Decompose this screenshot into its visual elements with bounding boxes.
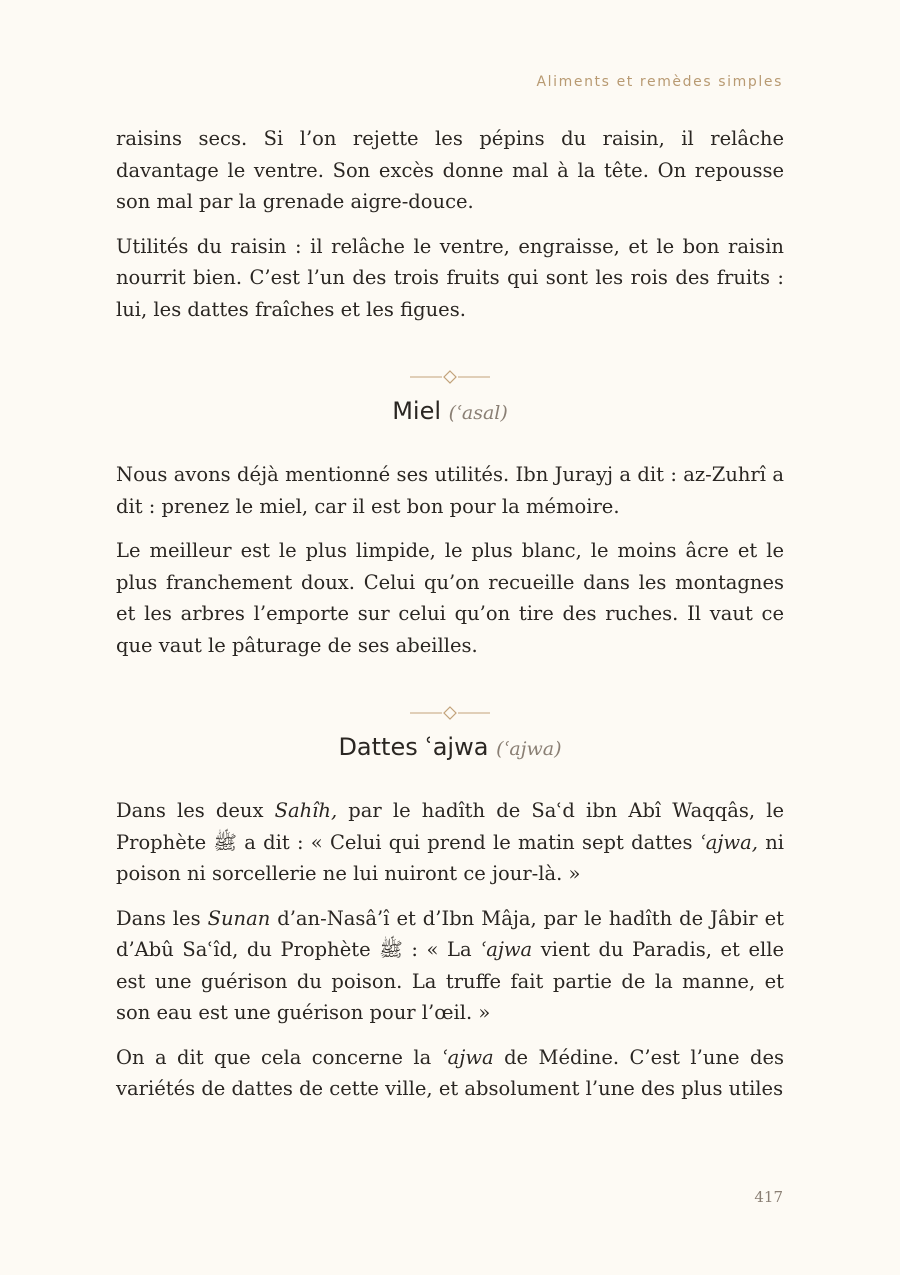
paragraph: raisins secs. Si l’on rejette les pépins du raisin, il relâche davantage le ventre. Son excès donne mal à la tête. On repousse son mal par la grenade aigre-douce.: [116, 127, 784, 213]
section-title: [116, 397, 784, 425]
italic-term: ʿajwa,: [699, 830, 758, 854]
text-run: On a dit que cela concerne la: [116, 1045, 442, 1069]
paragraph: [116, 1042, 784, 1105]
section-title-text: Dattes ʿajwa: [338, 733, 489, 761]
text-run: par le hadîth de Saʿd ibn Abî Waqqâs, le Prophète ﷺ a dit : « Celui qui prend le matin sept dattes: [116, 799, 784, 854]
paragraph: Utilités du raisin : il relâche le ventre, engraisse, et le bon raisin nourrit bien. C’est l’un des trois fruits qui sont les rois des fruits : lui, les dattes fraîches et les figues.: [116, 234, 784, 321]
paragraph: Nous avons déjà mentionné ses utilités. Ibn Jurayj a dit : az-Zuhrî a dit : prenez le miel, car il est bon pour la mémoire.: [116, 463, 784, 518]
body-text: [116, 123, 784, 1118]
section-title-text: Miel: [392, 397, 441, 425]
text-run: Dans les deux: [116, 799, 275, 822]
italic-term: ʿajwa: [441, 1045, 494, 1069]
section-ajwa: [116, 705, 784, 1105]
diamond-divider-icon: [410, 369, 490, 385]
paragraph: [116, 795, 784, 890]
italic-term: Sunan: [207, 906, 271, 930]
section-title: [116, 733, 784, 761]
running-head: Aliments et remèdes simples: [536, 74, 783, 90]
text-run: ni poison ni sorcellerie ne lui nuiront ce jour-là. »: [116, 830, 784, 885]
italic-term: Sahîh,: [274, 799, 338, 822]
text-run: de Médine. C’est l’une des variétés de dattes de cette ville, et absolument l’une des plus utiles: [116, 1045, 784, 1100]
paragraph: [116, 903, 784, 1029]
section-miel: [116, 369, 784, 661]
transliteration: (ʿajwa): [496, 738, 562, 760]
text-run: vient du Paradis, et elle est une guérison du poison. La truffe fait partie de la manne, et son eau est une guérison pour l’œil. »: [116, 938, 785, 1024]
page-number: 417: [754, 1188, 783, 1206]
transliteration: (ʿasal): [448, 402, 508, 424]
paragraph: Le meilleur est le plus limpide, le plus blanc, le moins âcre et le plus franchement doux. Celui qu’on recueille dans les montagnes et les arbres l’emporte sur celui qu’on tire des ruches. Il vaut ce que vaut le pâturage de ses abeilles.: [116, 539, 784, 657]
diamond-divider-icon: [410, 705, 490, 721]
text-run: d’an-Nasâ’î et d’Ibn Mâja, par le hadîth de Jâbir et d’Abû Saʿîd, du Prophète ﷺ : « La: [116, 906, 784, 961]
text-run: Dans les: [116, 906, 208, 930]
italic-term: ʿajwa: [480, 938, 533, 961]
